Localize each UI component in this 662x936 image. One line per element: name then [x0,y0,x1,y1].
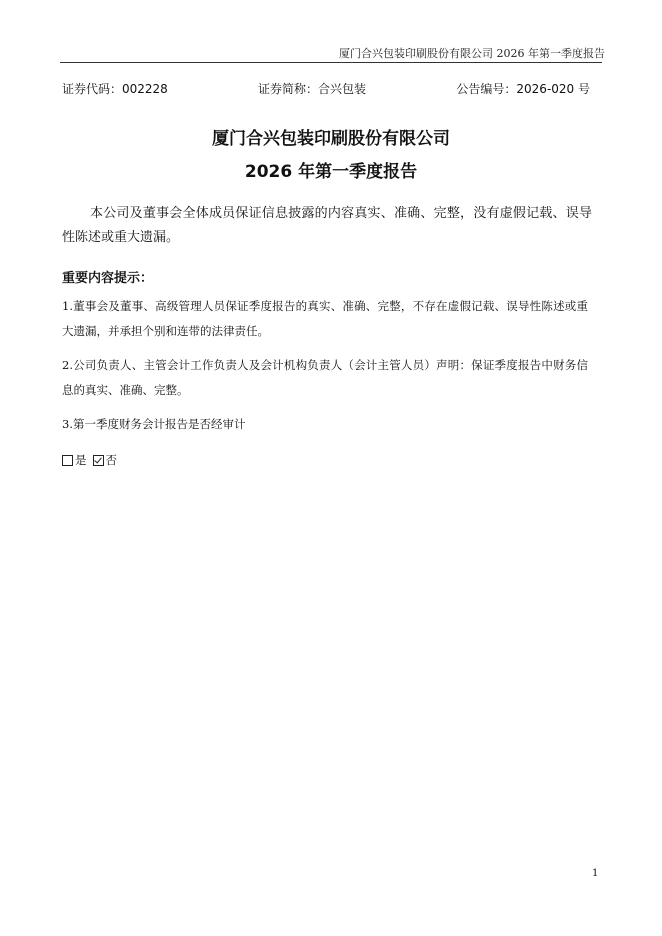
audit-no-label: 否 [105,453,117,467]
running-header: 厦门合兴包装印刷股份有限公司 2026 年第一季度报告 [339,47,605,60]
page-number: 1 [592,868,599,879]
notice-item-1: 1.董事会及董事、高级管理人员保证季度报告的真实、准确、完整，不存在虚假记载、误导性陈述或重大遗漏，并承担个别和连带的法律责任。 [62,299,588,338]
notice-item-3: 3.第一季度财务会计报告是否经审计 [62,417,246,431]
audit-yes-label: 是 [75,453,87,467]
header-divider [60,62,602,63]
audit-yes-checkbox-icon [62,455,73,466]
company-name-title: 厦门合兴包装印刷股份有限公司 [212,129,450,149]
board-statement: 本公司及董事会全体成员保证信息披露的内容真实、准确、完整，没有虚假记载、误导性陈述或重大遗漏。 [62,206,592,245]
audit-options [62,452,123,468]
announcement-number: 公告编号：2026-020 号 [456,82,590,96]
audit-no-checkbox-icon [93,455,104,466]
security-abbreviation: 证券简称：合兴包装 [258,82,367,96]
report-title: 2026 年第一季度报告 [244,162,418,182]
notice-item-2: 2.公司负责人、主管会计工作负责人及会计机构负责人（会计主管人员）声明：保证季度报告中财务信息的真实、准确、完整。 [62,358,588,397]
announcement-meta [62,80,590,98]
notice-heading: 重要内容提示： [62,271,154,286]
security-code: 证券代码：002228 [62,82,168,96]
